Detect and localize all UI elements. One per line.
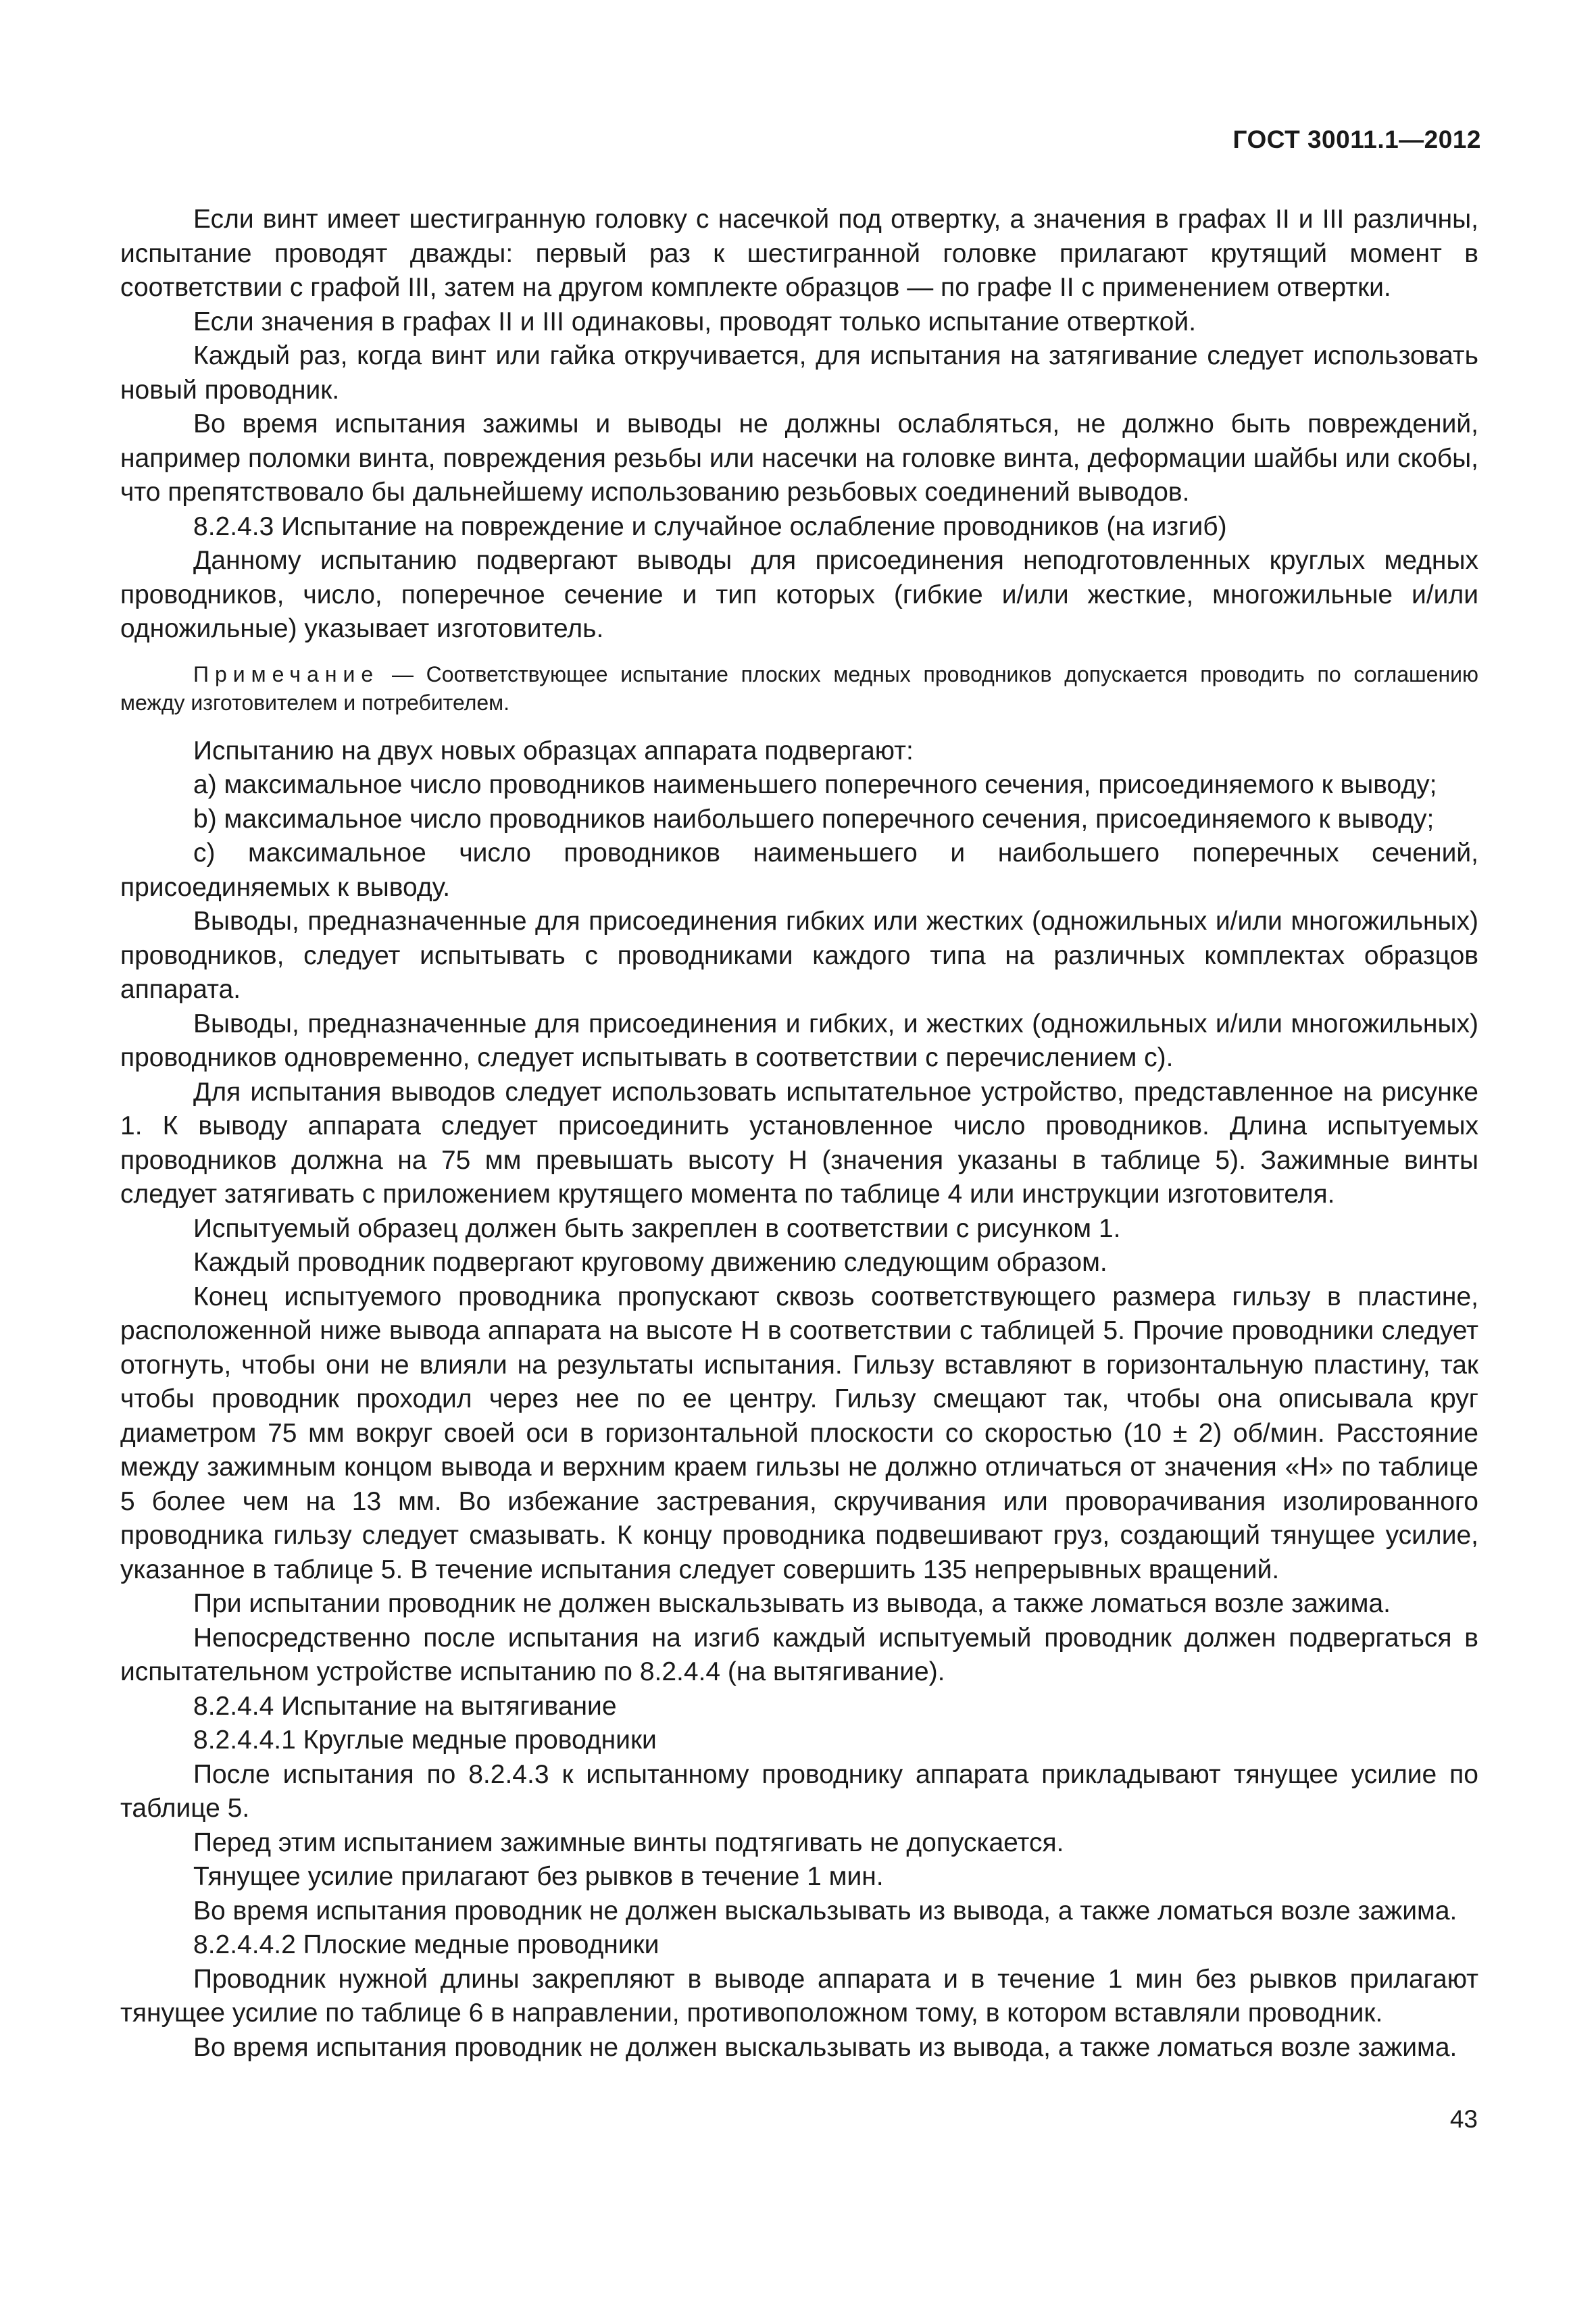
section-heading: 8.2.4.4 Испытание на вытягивание: [193, 1691, 617, 1721]
paragraph: Испытанию на двух новых образцах аппарата подвергают:: [193, 736, 914, 765]
paragraph: Для испытания выводов следует использовать испытательное устройство, представленное на рисунке 1. К выводу аппарата следует присоединить установленное число проводников. Длина испытуемых проводников должна на 75 мм превышать высоту H (значения указаны в таблице 5). Зажимные винты следует затягивать с приложением крутящего момента по таблице 4 или инструкции изготовителя.: [120, 1077, 1478, 1209]
paragraph: Перед этим испытанием зажимные винты подтягивать не допускается.: [193, 1828, 1064, 1857]
body-text: [120, 203, 1478, 2065]
paragraph: Во время испытания проводник не должен выскальзывать из вывода, а также ломаться возле зажима.: [193, 1896, 1457, 1926]
paragraph: Непосредственно после испытания на изгиб каждый испытуемый проводник должен подвергаться в испытательном устройстве испытанию по 8.2.4.4 (на вытягивание).: [120, 1623, 1478, 1686]
paragraph: Конец испытуемого проводника пропускают сквозь соответствующего размера гильзу в пластине, расположенной ниже вывода аппарата на высоте H в соответствии с таблицей 5. Прочие проводники следует отогнуть, чтобы они не влияли на результаты испытания. Гильзу вставляют в горизонтальную пластину, так чтобы проводник проходил через нее по ее центру. Гильзу смещают так, чтобы она описывала круг диаметром 75 мм вокруг своей оси в горизонтальной плоскости со скоростью (10 ± 2) об/мин. Расстояние между зажимным концом вывода и верхним краем гильзы не должно отличаться от значения «H» по таблице 5 более чем на 13 мм. Во избежание застревания, скручивания или проворачивания изолированного проводника гильзу следует смазывать. К концу проводника подвешивают груз, создающий тянущее усилие, указанное в таблице 5. В течение испытания следует совершить 135 непрерывных вращений.: [120, 1282, 1478, 1584]
section-heading: 8.2.4.3 Испытание на повреждение и случайное ослабление проводников (на изгиб): [193, 511, 1227, 541]
note: [120, 660, 1478, 717]
paragraph: Каждый проводник подвергают круговому движению следующим образом.: [193, 1248, 1107, 1277]
section-heading: 8.2.4.4.1 Круглые медные проводники: [193, 1726, 657, 1755]
paragraph: Выводы, предназначенные для присоединения и гибких, и жестких (одножильных и/или многожильных) проводников одновременно, следует испытывать в соответствии с перечислением c).: [120, 1009, 1478, 1072]
list-item: a) максимальное число проводников наименьшего поперечного сечения, присоединяемого к выводу;: [193, 770, 1437, 799]
document-header: ГОСТ 30011.1—2012: [1232, 126, 1481, 153]
paragraph: Каждый раз, когда винт или гайка откручивается, для испытания на затягивание следует использовать новый проводник.: [120, 341, 1478, 405]
paragraph: Во время испытания проводник не должен выскальзывать из вывода, а также ломаться возле зажима.: [193, 2032, 1457, 2062]
paragraph: Во время испытания зажимы и выводы не должны ослабляться, не должно быть повреждений, например поломки винта, повреждения резьбы или насечки на головке винта, деформации шайбы или скобы, что препятствовало бы дальнейшему использованию резьбовых соединений выводов.: [120, 409, 1478, 507]
paragraph: Выводы, предназначенные для присоединения гибких или жестких (одножильных и/или многожильных) проводников, следует испытывать с проводниками каждого типа на различных комплектах образцов аппарата.: [120, 907, 1478, 1004]
paragraph: Если винт имеет шестигранную головку с насечкой под отвертку, а значения в графах II и III различны, испытание проводят дважды: первый раз к шестигранной головке прилагают крутящий момент в соответствии с графой III, затем на другом комплекте образцов — по графе II с применением отвертки.: [120, 205, 1478, 302]
paragraph: После испытания по 8.2.4.3 к испытанному проводнику аппарата прикладывают тянущее усилие по таблице 5.: [120, 1759, 1478, 1823]
note-text: — Соответствующее испытание плоских медных проводников допускается проводить по соглашению между изготовителем и потребителем.: [120, 661, 1478, 715]
list-item: b) максимальное число проводников наибольшего поперечного сечения, присоединяемого к выводу;: [193, 804, 1435, 834]
paragraph: При испытании проводник не должен выскальзывать из вывода, а также ломаться возле зажима.: [193, 1589, 1391, 1618]
section-heading: 8.2.4.4.2 Плоские медные проводники: [193, 1930, 659, 1959]
note-label: Примечание: [193, 661, 380, 686]
paragraph: Проводник нужной длины закрепляют в выводе аппарата и в течение 1 мин без рывков прилагают тянущее усилие по таблице 6 в направлении, противоположном тому, в котором вставляли проводник.: [120, 1964, 1478, 2028]
list-item: c) максимальное число проводников наименьшего и наибольшего поперечных сечений, присоединяемых к выводу.: [120, 838, 1478, 902]
paragraph: Если значения в графах II и III одинаковы, проводят только испытание отверткой.: [193, 307, 1197, 336]
paragraph: Испытуемый образец должен быть закреплен в соответствии с рисунком 1.: [193, 1213, 1121, 1243]
page-number: 43: [1449, 2105, 1478, 2133]
paragraph: Данному испытанию подвергают выводы для присоединения неподготовленных круглых медных проводников, число, поперечное сечение и тип которых (гибкие и/или жесткие, многожильные и/или одножильные) указывает изготовитель.: [120, 546, 1478, 643]
paragraph: Тянущее усилие прилагают без рывков в течение 1 мин.: [193, 1862, 884, 1891]
